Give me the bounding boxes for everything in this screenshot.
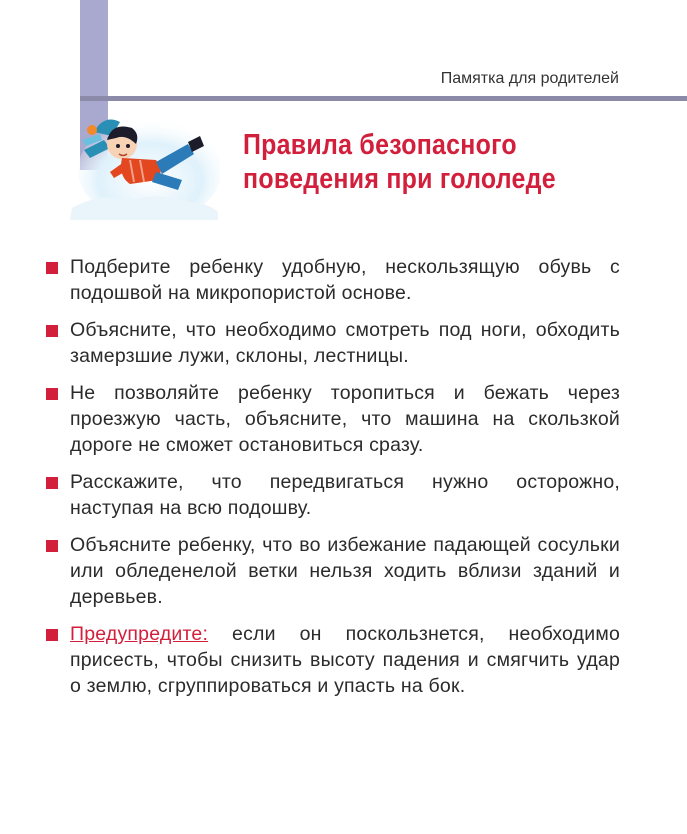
- page-title: [243, 128, 604, 196]
- list-item-text: Не позволяйте ребенку торопиться и бежать через проезжую часть, объясните, что машина на скользкой дороге не сможет остановиться сразу.: [70, 382, 620, 456]
- title-line-2: поведения при гололеде: [243, 163, 556, 195]
- list-item-text: Объясните ребенку, что во избежание падающей сосульки или обледенелой ветки нельзя ходить вблизи зданий и деревьев.: [70, 534, 620, 608]
- header-label: Памятка для родителей: [440, 70, 619, 87]
- bullet-square-icon: [46, 388, 58, 400]
- list-item-text: Подберите ребенку удобную, нескользящую обувь с подошвой на микропористой основе.: [70, 256, 620, 304]
- child-slipping-illustration: [60, 100, 220, 220]
- list-item: [46, 469, 620, 521]
- list-item-text: если он поскользнется, необходимо присесть, чтобы снизить высоту падения и смягчить удар о землю, сгруппироваться и упасть на бок.: [70, 623, 620, 697]
- list-item: [46, 621, 620, 699]
- list-item-text: Объясните, что необходимо смотреть под ноги, обходить замерзшие лужи, склоны, лестницы.: [70, 319, 620, 367]
- bullet-square-icon: [46, 262, 58, 274]
- list-item-text: Расскажите, что передвигаться нужно осторожно, наступая на всю подошву.: [70, 471, 620, 519]
- bullet-square-icon: [46, 477, 58, 489]
- title-line-1: Правила безопасного: [243, 129, 517, 161]
- list-item: [46, 317, 620, 369]
- list-item: [46, 532, 620, 610]
- bullet-square-icon: [46, 540, 58, 552]
- warning-lead: Предупредите:: [70, 623, 209, 645]
- bullet-square-icon: [46, 325, 58, 337]
- list-item: [46, 254, 620, 306]
- bullet-square-icon: [46, 629, 58, 641]
- rules-list: [46, 254, 620, 710]
- list-item: [46, 380, 620, 458]
